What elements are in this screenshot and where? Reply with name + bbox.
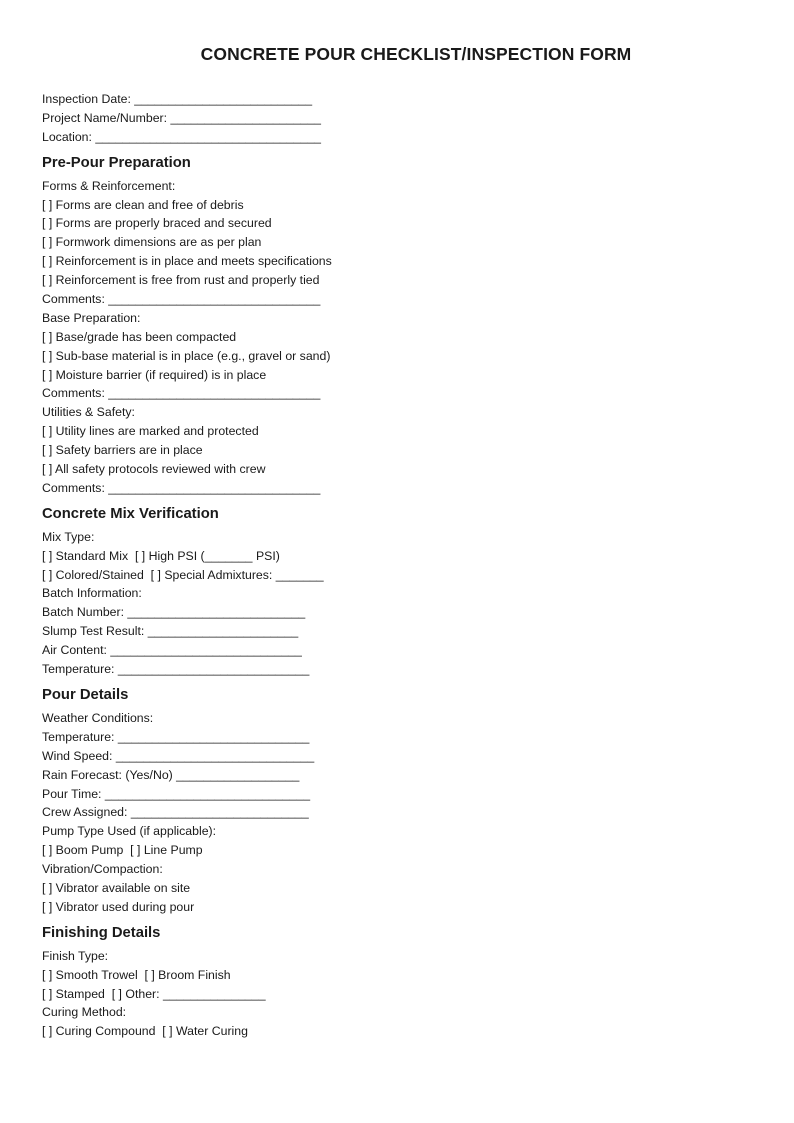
page-title: CONCRETE POUR CHECKLIST/INSPECTION FORM [200,44,632,64]
section-heading: Pour Details [42,686,129,703]
form-field[interactable]: Temperature: ____________________________ [42,729,310,744]
form-field[interactable]: Temperature: ____________________________ [42,662,310,677]
checklist-item[interactable]: [ ] Forms are properly braced and secured [42,216,272,231]
project-name-field[interactable]: Project Name/Number: ______________________ [42,110,321,125]
subsection-label: Weather Conditions: [42,710,154,725]
subsection-label: Finish Type: [42,948,109,963]
form-sections [42,150,742,1042]
section-heading: Pre-Pour Preparation [42,154,191,171]
location-field[interactable]: Location: _________________________________ [42,129,322,144]
subsection-label: Curing Method: [42,1005,127,1020]
checklist-item[interactable]: [ ] Formwork dimensions are as per plan [42,235,262,250]
form-field[interactable]: Comments: _______________________________ [42,386,321,401]
form-field[interactable]: Comments: _______________________________ [42,292,321,307]
inspection-date-field[interactable]: Inspection Date: __________________________ [42,92,313,106]
subsection-label: Pump Type Used (if applicable): [42,824,217,839]
form-field[interactable]: Crew Assigned: __________________________ [42,805,309,820]
subsection-label: Base Preparation: [42,310,141,325]
checklist-item[interactable]: [ ] Reinforcement is in place and meets specifications [42,254,332,269]
checklist-item[interactable]: [ ] Curing Compound [ ] Water Curing [42,1024,248,1039]
form-field[interactable]: Slump Test Result: ______________________ [42,624,299,639]
checklist-item[interactable]: [ ] Utility lines are marked and protected [42,424,259,439]
checklist-item[interactable]: [ ] Vibrator available on site [42,880,191,895]
checklist-item[interactable]: [ ] Standard Mix [ ] High PSI (_______ PSI) [42,548,280,563]
subsection-label: Forms & Reinforcement: [42,178,176,193]
checklist-item[interactable]: [ ] Safety barriers are in place [42,443,203,458]
form-field[interactable]: Rain Forecast: (Yes/No) __________________ [42,767,300,782]
form-field[interactable]: Batch Number: __________________________ [42,605,306,620]
section-heading: Concrete Mix Verification [42,505,219,522]
form-field[interactable]: Comments: _______________________________ [42,480,321,495]
subsection-label: Vibration/Compaction: [42,862,163,877]
checklist-item[interactable]: [ ] Smooth Trowel [ ] Broom Finish [42,967,231,982]
section-heading: Finishing Details [42,924,161,941]
checklist-item[interactable]: [ ] Vibrator used during pour [42,899,195,914]
checklist-item[interactable]: [ ] Sub-base material is in place (e.g., gravel or sand) [42,348,331,363]
form-field[interactable]: Air Content: ____________________________ [42,643,302,658]
subsection-label: Batch Information: [42,586,142,601]
checklist-item[interactable]: [ ] Stamped [ ] Other: _______________ [42,986,266,1001]
subsection-label: Mix Type: [42,529,95,544]
form-body [42,90,742,1041]
form-field[interactable]: Wind Speed: _____________________________ [42,748,315,763]
checklist-item[interactable]: [ ] Moisture barrier (if required) is in place [42,367,267,382]
checklist-item[interactable]: [ ] All safety protocols reviewed with crew [42,462,266,477]
checklist-item[interactable]: [ ] Boom Pump [ ] Line Pump [42,843,203,858]
subsection-label: Utilities & Safety: [42,405,135,420]
checklist-item[interactable]: [ ] Colored/Stained [ ] Special Admixtures: _______ [42,567,324,582]
form-field[interactable]: Pour Time: ______________________________ [42,786,311,801]
checklist-item[interactable]: [ ] Reinforcement is free from rust and properly tied [42,273,320,288]
checklist-item[interactable]: [ ] Forms are clean and free of debris [42,197,244,212]
checklist-item[interactable]: [ ] Base/grade has been compacted [42,329,237,344]
